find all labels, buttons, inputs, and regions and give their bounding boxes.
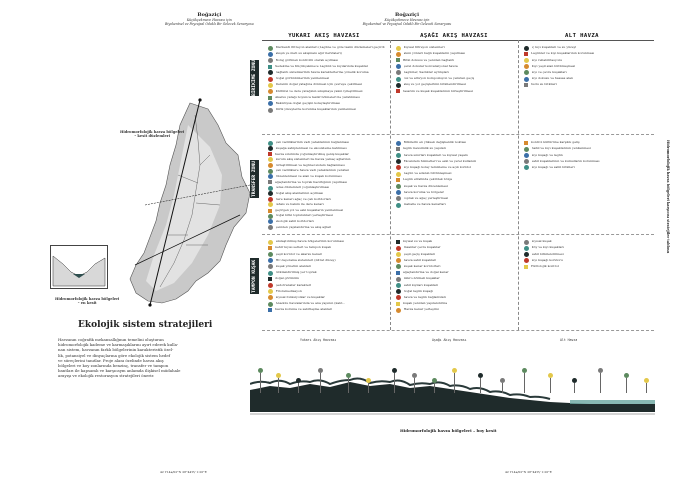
strategy-text: Dirik yüzeylerde korunma kuşaklarının yenilenmesi [275, 108, 357, 112]
body-line: Havzanın coğrafik mekansallığının temelini oluşturan [58, 337, 164, 342]
water-body [570, 400, 655, 404]
strategy-text: dere kenarı ağaç ve çalı koridorları [275, 197, 331, 201]
strategy-text: Boraj görünen kontrollü olarak açılması [275, 58, 339, 62]
strategy-marker-icon [268, 70, 273, 75]
strategy-text: doğal akış alanlarının açılması [275, 191, 324, 195]
column-divider [390, 40, 391, 330]
strategy-text: yan vadiliklere havza vadi yataklarının yeniden [275, 169, 350, 173]
strategy-marker-icon [396, 190, 401, 195]
strategy-text: doğal görünüm [275, 277, 299, 281]
strategy-text: akışın ye nieti su akışmanı ağır ileridaleri) [275, 52, 342, 56]
strategy-marker-icon [396, 64, 401, 69]
strategy-text: kuşak kenar koridorları [403, 265, 441, 269]
strategy-marker-icon [396, 252, 401, 257]
strategy-item [524, 165, 642, 171]
strategy-text: havza ve lagün bağlantıları [403, 296, 447, 300]
strategy-text: mikro-bölmeli kuşaklar [403, 277, 440, 281]
strategy-marker-icon [396, 264, 401, 269]
zone-divider [262, 134, 654, 135]
strategy-marker-icon [268, 252, 273, 257]
strategy-text: tuz ve alüvyon kompozisyon ve yeniden geçiş [403, 77, 475, 81]
strategy-marker-icon [524, 141, 528, 145]
strategy-text: Kıyı yeşil alan bütünleşmesi [531, 64, 576, 68]
strategy-item [268, 224, 386, 230]
strategy-marker-icon [524, 77, 529, 82]
strategy-marker-icon [396, 308, 401, 313]
right-header [362, 12, 452, 26]
section-title: Ekolojik sistem stratejileri [78, 320, 213, 330]
strategy-marker-icon [268, 302, 273, 307]
strategy-text: ağaçlandırma ve doğal kenar [403, 271, 449, 275]
strategy-text: Derenin doğal yatağına dönmesi için çevreye çekilmesi [275, 83, 362, 87]
strategy-text: kıyı rehabilitasyonu [531, 58, 563, 62]
profile-marker-stem [626, 378, 627, 393]
strategy-text: Akarsu yatağı boyunca tasnif bölmeleri ile yaratılması [275, 95, 360, 99]
strategy-item [268, 307, 386, 313]
strategy-marker-icon [396, 246, 401, 251]
strategy-text: kıyı ve çevre kuşakları [531, 71, 567, 75]
strategy-marker-icon [396, 302, 400, 306]
strategy-text: ağaçlandırma ve toprak hazırlığının yapılması [275, 180, 348, 184]
strategy-marker-icon [524, 265, 528, 269]
strategy-text: sahil kıyıları kuşakları [403, 283, 439, 287]
strategy-text: Kültürel ve dere yatağının sıkışmaya yakın iyileştirmesi [275, 89, 363, 93]
strategy-text: ekolojik sahil koridorları [275, 220, 314, 224]
left-footer: 42 Y14a/02°N 28°44'E/ 1:20°E [160, 470, 207, 474]
strategy-text: kıyısal su ve kuşak [403, 240, 433, 244]
strategy-marker-icon [268, 77, 273, 82]
strategy-text: Lagün etrafında çekirdek bölge [403, 178, 453, 182]
strategy-marker-icon [268, 258, 273, 263]
strategy-marker-icon [524, 165, 529, 170]
profile-marker-stem [600, 373, 601, 393]
strategy-text: havza sınırları kuşakları ve kıyısal yaşam [403, 153, 468, 157]
strategy-text: havza sınırında yoğunlaştırılmış geniş kuşaklar [275, 152, 349, 156]
strategy-marker-icon [524, 46, 529, 51]
body-line: nan sistem, havzanın farklı bölgelerinin karakteristik özel- [58, 347, 174, 353]
strategy-marker-icon [396, 147, 400, 151]
profile-marker-stem [278, 378, 279, 393]
strategy-marker-icon [396, 172, 401, 177]
strategy-marker-icon [524, 83, 528, 87]
column-header-rule [262, 40, 654, 41]
strategy-marker-icon [268, 283, 273, 288]
strategy-text: Bitkilerin en yüksek değişkenlik noktası [403, 141, 467, 145]
strategy-text: sahil kuşaklarının ve kumulların korunması [531, 159, 600, 163]
strategy-marker-icon [268, 225, 273, 230]
strategy-text: Lagünler, Sazlıkler ayrılışları [403, 71, 449, 75]
strategy-text: sıkılaştırılmış havza bölgelerinin korunması [275, 240, 345, 244]
strategy-text: mahalle ve havza kenarları [403, 203, 446, 207]
strategy-marker-icon [524, 258, 529, 263]
left-header [165, 12, 254, 26]
strategy-marker-icon [524, 240, 529, 245]
map-label-4: – en kesit [77, 301, 97, 305]
body-line: lik, potansiyel ve dinyaçlarına göre ekolojik sistem hedef [58, 352, 171, 358]
strategy-text: akış ve yol geçişlerinin bitkilendirilmesi [403, 83, 466, 87]
strategy-text: Köy ve kıyı kuşakları [531, 246, 564, 250]
strategy-text: bitkilendirilmiş yer toprak [275, 271, 317, 275]
profile-marker-stem [368, 383, 369, 393]
strategy-marker-icon [396, 258, 401, 263]
strategy-marker-icon [396, 289, 401, 294]
left-header-sub2: Biyokentsel ve Peyzajsal Odaklı Bir Gelecek Senaryosu [165, 22, 254, 26]
strategy-marker-icon [524, 252, 529, 257]
strategy-text: Hidrolojik kontrol [531, 265, 559, 269]
profile-marker-stem [454, 373, 455, 393]
strategy-text: teras düzlemleri yoğunlaştırılması [275, 186, 330, 190]
body-line: bantları ile kapsamlı ve karşıcaym anlamda ilişkisel müdahale [58, 368, 181, 374]
strategy-marker-icon [396, 196, 401, 201]
strategy-marker-icon [396, 203, 401, 208]
strategy-text: doğal görünümlerinin yenilenmesi [275, 77, 330, 81]
strategy-text: birleştirilmesi ve lagünel sistem bağlanması [275, 163, 345, 167]
zone-divider [262, 234, 654, 235]
strategy-text: Merkezdi filtreyon alanları (Lagüne ve göle tasim düzlemeleri geçirdi [275, 46, 385, 50]
strategy-text: yeniden yapılandırma ve akış ağları [275, 225, 332, 229]
strategy-marker-icon [268, 240, 273, 245]
strategy-item [524, 264, 642, 270]
strategy-marker-icon [396, 77, 401, 82]
strategy-marker-icon [268, 89, 273, 94]
strategy-text: kıyı kuşağı ve sahil bitkileri [531, 166, 575, 170]
strategy-marker-icon [268, 246, 272, 250]
strategy-marker-icon [396, 295, 401, 300]
strategy-marker-icon [268, 52, 273, 57]
strategy-text: İnsanlar çevre kuşaklar [403, 246, 441, 250]
strategy-text: iç kıyı kuşakları ve su yüzeyi [531, 46, 577, 50]
strategy-marker-icon [524, 246, 529, 251]
profile-label-sub-basin: Alt Havza [560, 338, 578, 342]
right-header-title: Boğaziçi [395, 12, 419, 18]
zone-label-accumulation: BİRİKİME ZONU [252, 60, 257, 96]
strategy-marker-icon [396, 153, 401, 158]
strategy-item [396, 307, 514, 313]
strategy-text: yeşil geçiş kuşakları [403, 252, 436, 256]
strategy-text: yan vadiliklerinin vadi yataklarının bağlanması [275, 141, 350, 145]
strategy-marker-icon [396, 184, 401, 189]
strategy-text: düzenlenmesi ve alan ve kuşak korunması [275, 175, 342, 179]
profile-marker-stem [260, 373, 261, 393]
strategy-marker-icon [396, 89, 400, 93]
strategy-text: kuşak yeniden yapılandırma [403, 302, 448, 306]
strategy-marker-icon [524, 64, 529, 69]
body-text [58, 337, 258, 379]
strategy-marker-icon [268, 58, 273, 63]
strategy-marker-icon [268, 289, 273, 294]
strategy-marker-icon [396, 277, 401, 282]
strategy-marker-icon [396, 271, 400, 275]
strategy-text: kıyı kuşağı kolay temizleme ve açık koridor [403, 166, 472, 170]
strategy-text: Kıyısal filtreyon sistemleri [403, 46, 445, 50]
strategy-text: akım yönleri bağlı kuşakların yapılması [403, 52, 466, 56]
body-line: arayışı ve ekolojik restorasyon stratejileri önerir. [58, 373, 155, 379]
strategy-text: tahsis ve bakım ile dere kenarı [275, 203, 324, 207]
strategy-marker-icon [524, 52, 528, 56]
profile-marker-stem [480, 378, 481, 393]
side-label: Hidromorfolojik havza bölgeleri karşıcısı stratejiler tablosu [666, 140, 670, 254]
strategy-marker-icon [268, 295, 273, 300]
strategy-marker-icon [268, 101, 273, 106]
strategy-marker-icon [268, 180, 272, 184]
strategy-marker-icon [396, 58, 400, 62]
strategy-text: nehir kıyısı setleri ve tampon kuşak [275, 246, 331, 250]
strategy-item [268, 107, 386, 113]
strategy-text: sahil bitkilendirmesi [531, 252, 564, 256]
profile-marker-stem [298, 383, 299, 393]
profile-marker-stem [550, 378, 551, 393]
profile-label-downstream: Aşağı Akış Havzası [432, 338, 467, 342]
map-label-bottom [55, 297, 119, 305]
strategy-marker-icon [396, 178, 400, 182]
strategy-text: kontrol kültürüne karşılık geliş [531, 141, 580, 145]
map-label-2: – kesit düzlemleri [134, 134, 171, 138]
right-header-sub2: Biyokentsel ve Peyzajsal Odaklı Bir Gelecek Senaryosu [362, 22, 452, 26]
strategy-marker-icon [524, 159, 529, 164]
strategy-marker-icon [524, 153, 529, 158]
body-line: bölgeleri ve koy zonlarında benzinç, transfer ve tampon [58, 363, 169, 369]
profile-label-upstream: Yukarı Akış Havzası [300, 338, 337, 342]
strategy-text: toprak ve ağaç yerleştirmesi [403, 197, 449, 201]
strategy-text: kıyı kuşağı koridoru [531, 258, 563, 262]
strategy-marker-icon [268, 277, 272, 281]
left-header-title: Boğaziçi [197, 12, 222, 18]
column-header-downstream: AŞAĞI AKIŞ HAVZASI [420, 33, 488, 39]
strategy-text: HC depolama sistemleri (nitrat düzey) [275, 258, 336, 262]
strategy-marker-icon [268, 152, 272, 156]
strategy-marker-icon [268, 83, 273, 88]
strategy-text: Fitoremediasyon [275, 289, 302, 293]
profile-axis-label: Hidromorfolojik havza bölgeleri – boy kesit [400, 428, 497, 433]
strategy-marker-icon [396, 70, 401, 75]
strategy-marker-icon [268, 308, 272, 312]
profile-marker-stem [414, 378, 415, 393]
strategy-text: doğal lagün kuşağı [403, 289, 434, 293]
zone-label-transfer: TRANSFER ZONU [252, 161, 257, 197]
strategy-text: Havza kenar yerleşimi [403, 308, 439, 312]
strategy-text: Anadolu havzalarında ve ana yapının (kalıt... [275, 302, 346, 306]
strategy-marker-icon [396, 165, 401, 170]
cross-section-inset [50, 245, 108, 289]
strategy-text: lagün mevsimlik su yapıları [403, 147, 447, 151]
strategy-marker-icon [268, 209, 272, 213]
strategy-marker-icon [396, 141, 401, 146]
strategy-marker-icon [268, 271, 273, 276]
column-header-upstream: YUKARI AKIŞ HAVZASI [288, 33, 360, 39]
profile-marker-stem [524, 373, 525, 393]
strategy-text: Ekosistem hizmetleri ve eski ve yerel kullanım [403, 159, 477, 163]
strategy-item [396, 202, 514, 208]
profile-marker-stem [348, 378, 349, 393]
map-label-top [120, 130, 184, 138]
strategy-marker-icon [396, 46, 401, 51]
body-line: hidromorfolojik kademe ve karmaşıklarını ayırt ederek kulla- [58, 342, 179, 348]
strategy-marker-icon [268, 264, 273, 269]
zone-divider [262, 330, 654, 331]
body-line: ve süreçlerini tanıtlar. Proje alanı özelinde havza akış [58, 357, 164, 363]
strategy-marker-icon [268, 65, 272, 69]
strategy-text: kıyısal fonksiyonlar ve kuşaklar [275, 296, 325, 300]
strategy-text: havza koruma ve bölgeler [403, 190, 445, 194]
left-header-sub1: Küçükçekmece Havzası için [186, 18, 232, 22]
strategy-text: Bitki dokusu ve yeniden bağlantı [403, 58, 455, 62]
strategy-marker-icon [396, 283, 401, 288]
strategy-text: Lagün ve adanın bütünleşmesi [403, 172, 452, 176]
strategy-text: kuşağa sahiplenmesi ve ekosisteme katılması [275, 146, 347, 150]
strategy-item [524, 82, 642, 88]
strategy-text: Sedekine ve Küçükçekmece Lagünü ve kıyılarında kuşaklar [275, 64, 369, 68]
strategy-text: havza sahil kuşakları [403, 258, 437, 262]
strategy-marker-icon [268, 108, 273, 113]
strategy-text: kuşak yönetim alanları [275, 265, 312, 269]
strategy-text: tuzlu su bitkileri [531, 83, 557, 87]
strategy-text: tasarım ve kuşak kuşaklarının birleştirilmesi [403, 89, 473, 93]
strategy-marker-icon [268, 96, 272, 100]
column-header-sub-basin: ALT HAVZA [565, 33, 599, 39]
strategy-marker-icon [524, 147, 529, 152]
strategy-marker-icon [396, 83, 401, 88]
strategy-marker-icon [524, 70, 529, 75]
strategy-marker-icon [268, 46, 273, 51]
map-label-1: Hidromorfolojik havza bölgeleri [120, 130, 185, 134]
longitudinal-profile [250, 340, 655, 420]
strategy-marker-icon [396, 52, 401, 57]
strategy-item [396, 88, 514, 94]
strategy-text: yerel dokular konvansiyonal havza [403, 64, 458, 68]
zone-label-buffer: TAMPON KUŞAK [252, 259, 257, 293]
strategy-text: Sahil ve kıyı kuşaklarının yenilenmesi [531, 147, 591, 151]
profile-marker-stem [646, 383, 647, 393]
strategy-text: geçirgen yol ve eski kuşakların yenilenmesi [275, 208, 344, 212]
strategy-text: pedotransfer karakteri [275, 283, 312, 287]
strategy-text: kıyı dokusu ve hassas alan [531, 77, 574, 81]
profile-marker-stem [574, 383, 575, 393]
profile-marker-stem [320, 373, 321, 393]
strategy-text: yeşil koridor ve akarsu kenarı [275, 252, 323, 256]
strategy-text: doğal bitki toplulukları yerleştirmesi [275, 214, 333, 218]
strategy-text: havza koruma ve sabitleşme alanları [275, 308, 333, 312]
profile-marker-stem [502, 383, 503, 393]
right-header-sub1: Küçükçekmece Havzası için [384, 18, 430, 22]
right-footer: 42 Y14a/02°N 28°44'E/ 1:20°E [505, 470, 552, 474]
strategy-text: kıyı kuşağı ve lagün [531, 153, 563, 157]
profile-marker-stem [434, 383, 435, 393]
strategy-marker-icon [396, 159, 401, 164]
strategy-marker-icon [524, 58, 529, 63]
map-label-3: Hidromorfolojik havza bölgeleri [55, 297, 120, 301]
strategy-marker-icon [396, 240, 400, 244]
strategy-text: bağlantı sistemlerinin havza karakterlerine yönelik koruma [275, 71, 369, 75]
strategy-text: kurum akış sistemleri ile havza yamaç ağlarının [275, 158, 351, 162]
profile-marker-stem [394, 373, 395, 393]
strategy-text: kuşak ve havza düzenlemesi [403, 184, 448, 188]
column-divider [518, 40, 519, 330]
strategy-text: Lagünler ve kıyı kuşaklarının korunması [531, 52, 595, 56]
strategy-text: Bakıldıysa doğal geçişin kolaylaştırılması [275, 102, 341, 106]
strategy-text: kıyısal kuşak [531, 240, 552, 244]
